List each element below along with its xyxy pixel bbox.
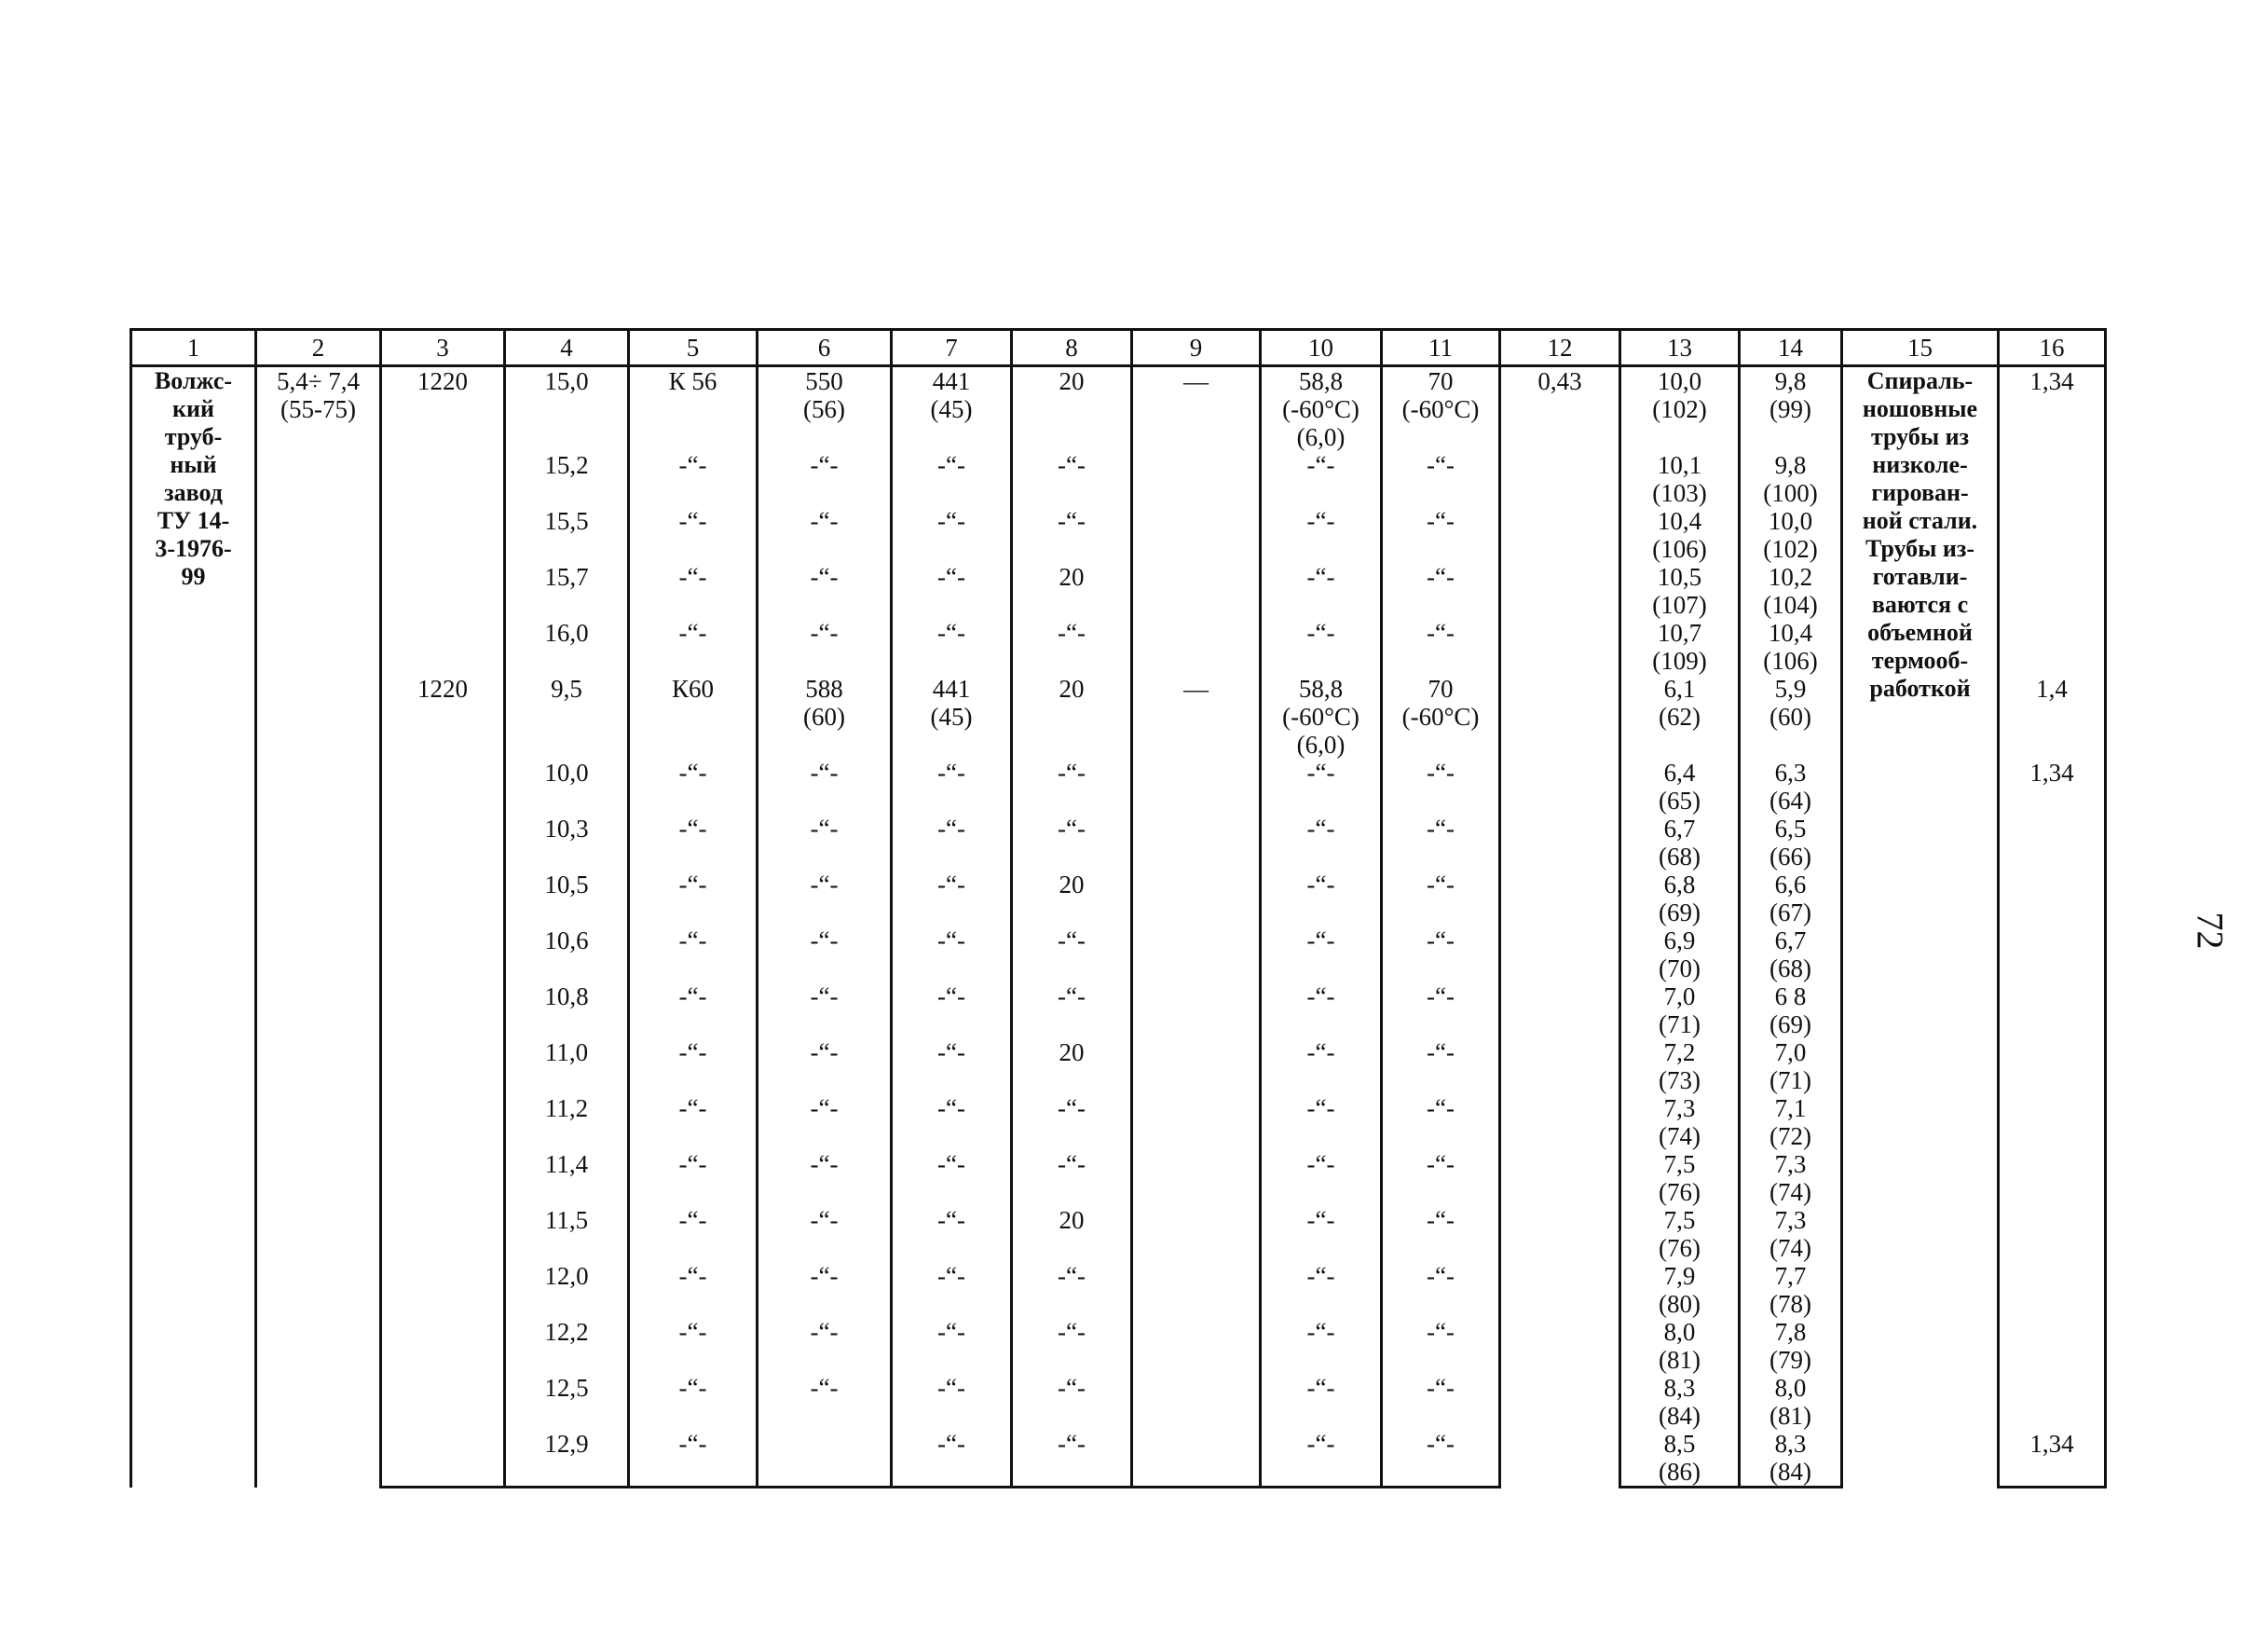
table-cell-c3 [381,1262,505,1318]
table-row [131,871,2106,926]
table-cell-c13: 10,5 (107) [1620,563,1740,619]
table-row [131,1038,2106,1094]
table-cell-c16 [1999,451,2106,507]
table-cell-c14: 9,8 (99) [1740,366,1842,452]
table-cell-c13: 7,2 (73) [1620,1038,1740,1094]
table-cell-c16 [1999,1374,2106,1430]
table-cell-c4: 15,5 [505,507,629,563]
table-cell-c5: К 56 [629,366,758,452]
table-cell-c3 [381,1206,505,1262]
table-row [131,675,2106,759]
column-header: 8 [1012,330,1132,366]
table-cell-c7: 441 (45) [892,675,1012,759]
table-row [131,759,2106,815]
table-cell-c4: 12,9 [505,1430,629,1488]
table-row [131,1094,2106,1150]
table-cell-c8: -“- [1012,926,1132,982]
table-cell-c3 [381,619,505,675]
table-cell-c8: -“- [1012,1318,1132,1374]
table-cell-c8: 20 [1012,366,1132,452]
table-cell-c7: -“- [892,926,1012,982]
column-header: 15 [1842,330,1999,366]
table-cell-c2: 5,4÷ 7,4 (55-75) [256,366,381,1488]
table-cell-c8: 20 [1012,675,1132,759]
table-cell-c3 [381,815,505,871]
table-cell-c7: -“- [892,563,1012,619]
table-cell-c4: 10,3 [505,815,629,871]
table-cell-c14: 7,1 (72) [1740,1094,1842,1150]
table-cell-c13: 8,0 (81) [1620,1318,1740,1374]
table-cell-c10: -“- [1261,871,1382,926]
table-cell-c5: К60 [629,675,758,759]
table-cell-c14: 7,3 (74) [1740,1206,1842,1262]
table-cell-c11: 70 (-60°С) [1382,366,1500,452]
table-cell-c10: -“- [1261,815,1382,871]
table-row [131,507,2106,563]
table-cell-c7: -“- [892,619,1012,675]
table-cell-c11: -“- [1382,1150,1500,1206]
table-cell-c16 [1999,1038,2106,1094]
column-header: 11 [1382,330,1500,366]
table-cell-c3 [381,1038,505,1094]
table-cell-c8: -“- [1012,759,1132,815]
table-cell-c9 [1132,759,1261,815]
table-cell-c11: -“- [1382,1094,1500,1150]
table-cell-c14: 6,3 (64) [1740,759,1842,815]
column-header: 12 [1500,330,1620,366]
table-cell-c16 [1999,1094,2106,1150]
table-cell-c8: -“- [1012,1150,1132,1206]
table-cell-c4: 12,2 [505,1318,629,1374]
table-cell-c3 [381,1318,505,1374]
table-cell-c6: -“- [758,1374,892,1430]
table-cell-c6: -“- [758,563,892,619]
table-cell-c13: 10,4 (106) [1620,507,1740,563]
table-cell-c8: 20 [1012,1038,1132,1094]
table-cell-c14: 10,4 (106) [1740,619,1842,675]
table-cell-c14: 6 8 (69) [1740,982,1842,1038]
column-header: 4 [505,330,629,366]
table-cell-c14: 7,8 (79) [1740,1318,1842,1374]
table-cell-c8: -“- [1012,1094,1132,1150]
table-cell-c6: -“- [758,759,892,815]
table-cell-c13: 8,5 (86) [1620,1430,1740,1488]
table-cell-c5: -“- [629,1038,758,1094]
table-cell-c16 [1999,926,2106,982]
table-cell-c4: 11,0 [505,1038,629,1094]
table-cell-c11: -“- [1382,1318,1500,1374]
table-cell-c8: -“- [1012,1430,1132,1488]
table-cell-c16 [1999,982,2106,1038]
column-header: 13 [1620,330,1740,366]
table-cell-c6: -“- [758,982,892,1038]
table-cell-c14: 10,2 (104) [1740,563,1842,619]
table-cell-c11: -“- [1382,1374,1500,1430]
table-cell-c9 [1132,563,1261,619]
table-cell-c3 [381,982,505,1038]
table-cell-c5: -“- [629,1318,758,1374]
table-cell-c9 [1132,815,1261,871]
table-cell-c14: 6,7 (68) [1740,926,1842,982]
table-cell-c13: 6,9 (70) [1620,926,1740,982]
table-cell-c16 [1999,815,2106,871]
table-cell-c16 [1999,1150,2106,1206]
table-cell-c9 [1132,1206,1261,1262]
table-cell-c16 [1999,1318,2106,1374]
table-cell-c5: -“- [629,815,758,871]
table-row [131,1374,2106,1430]
table-cell-c11: -“- [1382,619,1500,675]
table-cell-c5: -“- [629,563,758,619]
table-cell-c8: 20 [1012,563,1132,619]
table-row [131,1206,2106,1262]
table-row [131,926,2106,982]
table-row [131,815,2106,871]
table-cell-c5: -“- [629,1262,758,1318]
table-cell-c5: -“- [629,982,758,1038]
table-cell-c14: 9,8 (100) [1740,451,1842,507]
table-cell-c13: 7,3 (74) [1620,1094,1740,1150]
table-cell-c10: -“- [1261,982,1382,1038]
table-cell-c16: 1,34 [1999,1430,2106,1488]
table-cell-c10: 58,8 (-60°С) (6,0) [1261,675,1382,759]
table-cell-c13: 6,4 (65) [1620,759,1740,815]
table-cell-c13: 10,7 (109) [1620,619,1740,675]
table-cell-c15: Спираль- ношовные трубы из низколе- гирован- ной стали. Трубы из- готавли- ваются с объемной термооб- работкой [1842,366,1999,1488]
table-cell-c6: -“- [758,815,892,871]
table-cell-c9 [1132,507,1261,563]
table-cell-c10: -“- [1261,563,1382,619]
table-cell-c9 [1132,926,1261,982]
column-header: 16 [1999,330,2106,366]
table-cell-c6: -“- [758,1318,892,1374]
table-cell-c14: 6,5 (66) [1740,815,1842,871]
table-cell-c11: -“- [1382,451,1500,507]
table-cell-c5: -“- [629,759,758,815]
table-cell-c16: 1,4 [1999,675,2106,759]
table-cell-c11: -“- [1382,1038,1500,1094]
table-cell-c5: -“- [629,619,758,675]
table-cell-c4: 15,0 [505,366,629,452]
table-cell-c7: -“- [892,759,1012,815]
table-cell-c8: -“- [1012,507,1132,563]
table-cell-c8: -“- [1012,1262,1132,1318]
table-cell-c11: -“- [1382,815,1500,871]
column-header: 6 [758,330,892,366]
table-cell-c11: -“- [1382,563,1500,619]
table-cell-c9 [1132,1318,1261,1374]
table-cell-c4: 15,7 [505,563,629,619]
table-cell-c3 [381,871,505,926]
table-cell-c3: 1220 [381,675,505,759]
table-cell-c8: -“- [1012,1374,1132,1430]
table-cell-c13: 7,9 (80) [1620,1262,1740,1318]
table-cell-c4: 11,2 [505,1094,629,1150]
table-cell-c10: -“- [1261,1262,1382,1318]
table-cell-c6: -“- [758,871,892,926]
table-cell-c13: 7,5 (76) [1620,1150,1740,1206]
table-cell-c13: 7,5 (76) [1620,1206,1740,1262]
table-cell-c13: 7,0 (71) [1620,982,1740,1038]
table-cell-c3 [381,1094,505,1150]
table-cell-c10: -“- [1261,759,1382,815]
table-cell-c9 [1132,871,1261,926]
table-cell-c5: -“- [629,1430,758,1488]
table-cell-c10: -“- [1261,1150,1382,1206]
table-cell-c3 [381,759,505,815]
table-cell-c5: -“- [629,1374,758,1430]
table-cell-c13: 10,1 (103) [1620,451,1740,507]
column-header: 10 [1261,330,1382,366]
table-cell-c11: -“- [1382,1430,1500,1488]
table-cell-c4: 10,5 [505,871,629,926]
table-cell-c9 [1132,1374,1261,1430]
table-cell-c10: -“- [1261,1374,1382,1430]
table-row [131,563,2106,619]
table-cell-c9 [1132,619,1261,675]
table-cell-c14: 7,0 (71) [1740,1038,1842,1094]
table-cell-c11: -“- [1382,871,1500,926]
table-cell-c9: — [1132,366,1261,452]
column-header: 2 [256,330,381,366]
column-header: 7 [892,330,1012,366]
table-cell-c12: 0,43 [1500,366,1620,1488]
table-cell-c16: 1,34 [1999,759,2106,815]
table-cell-c7: -“- [892,451,1012,507]
table-cell-c8: -“- [1012,451,1132,507]
table-cell-c13: 6,7 (68) [1620,815,1740,871]
table-cell-c3: 1220 [381,366,505,452]
table-cell-c7: -“- [892,1318,1012,1374]
table-cell-c10: -“- [1261,619,1382,675]
header-row [131,330,2106,366]
table-cell-c5: -“- [629,1150,758,1206]
table-row [131,1262,2106,1318]
table-cell-c7: 441 (45) [892,366,1012,452]
table-cell-c13: 10,0 (102) [1620,366,1740,452]
table-cell-c16 [1999,1206,2106,1262]
column-header: 14 [1740,330,1842,366]
table-cell-c6: 588 (60) [758,675,892,759]
table-cell-c5: -“- [629,507,758,563]
table-cell-c7: -“- [892,507,1012,563]
table-cell-c9 [1132,1262,1261,1318]
table-cell-c16 [1999,507,2106,563]
table-cell-c1: Волжс- кий труб- ный завод ТУ 14- 3-1976- 99 [131,366,256,1488]
table-cell-c6: -“- [758,1262,892,1318]
table-cell-c6: -“- [758,507,892,563]
table-cell-c9 [1132,982,1261,1038]
table-cell-c10: -“- [1261,1038,1382,1094]
table-cell-c14: 8,3 (84) [1740,1430,1842,1488]
table-cell-c9 [1132,1430,1261,1488]
table-cell-c4: 11,5 [505,1206,629,1262]
table-cell-c14: 6,6 (67) [1740,871,1842,926]
table-cell-c7: -“- [892,1038,1012,1094]
table-cell-c11: -“- [1382,759,1500,815]
table-cell-c8: -“- [1012,619,1132,675]
table-cell-c16 [1999,619,2106,675]
table-cell-c4: 15,2 [505,451,629,507]
table-cell-c10: -“- [1261,1430,1382,1488]
table-cell-c4: 11,4 [505,1150,629,1206]
table-cell-c7: -“- [892,982,1012,1038]
table-cell-c3 [381,451,505,507]
table-cell-c4: 10,6 [505,926,629,982]
table-cell-c11: -“- [1382,1206,1500,1262]
table-cell-c13: 6,1 (62) [1620,675,1740,759]
table-cell-c10: -“- [1261,1206,1382,1262]
table-cell-c13: 6,8 (69) [1620,871,1740,926]
table-cell-c16 [1999,871,2106,926]
column-header: 9 [1132,330,1261,366]
table-cell-c10: -“- [1261,507,1382,563]
table-cell-c14: 10,0 (102) [1740,507,1842,563]
column-header: 1 [131,330,256,366]
table-cell-c4: 10,8 [505,982,629,1038]
table-cell-c16: 1,34 [1999,366,2106,452]
table-cell-c6: -“- [758,1094,892,1150]
table-row [131,1150,2106,1206]
table-cell-c7: -“- [892,1150,1012,1206]
table-cell-c14: 7,3 (74) [1740,1150,1842,1206]
table-cell-c11: -“- [1382,507,1500,563]
table-cell-c8: 20 [1012,871,1132,926]
table-cell-c4: 12,0 [505,1262,629,1318]
pipe-spec-table [130,328,2107,1488]
table-cell-c7: -“- [892,1094,1012,1150]
table-cell-c9 [1132,1150,1261,1206]
column-header: 3 [381,330,505,366]
table-row [131,1318,2106,1374]
table-row [131,1430,2106,1488]
table-cell-c5: -“- [629,451,758,507]
table-row [131,366,2106,452]
table-cell-c4: 9,5 [505,675,629,759]
table-cell-c6: -“- [758,1206,892,1262]
table-cell-c3 [381,507,505,563]
table-cell-c5: -“- [629,871,758,926]
table-cell-c3 [381,1430,505,1488]
table-cell-c6: -“- [758,1038,892,1094]
table-cell-c5: -“- [629,926,758,982]
table-cell-c7: -“- [892,1374,1012,1430]
table-cell-c16 [1999,563,2106,619]
table-cell-c7: -“- [892,1206,1012,1262]
table-cell-c8: -“- [1012,982,1132,1038]
table-cell-c9 [1132,451,1261,507]
table-cell-c7: -“- [892,815,1012,871]
table-cell-c6: -“- [758,926,892,982]
table-cell-c6: -“- [758,1150,892,1206]
table-cell-c11: 70 (-60°С) [1382,675,1500,759]
table-cell-c8: 20 [1012,1206,1132,1262]
table-cell-c3 [381,1150,505,1206]
table-row [131,982,2106,1038]
table-cell-c8: -“- [1012,815,1132,871]
table-cell-c5: -“- [629,1094,758,1150]
table-cell-c10: -“- [1261,1318,1382,1374]
table-cell-c7: -“- [892,1262,1012,1318]
table-cell-c4: 16,0 [505,619,629,675]
table-cell-c11: -“- [1382,926,1500,982]
table-cell-c6: 550 (56) [758,366,892,452]
table-cell-c3 [381,563,505,619]
table-cell-c5: -“- [629,1206,758,1262]
table-cell-c9: — [1132,675,1261,759]
column-header: 5 [629,330,758,366]
table-cell-c11: -“- [1382,1262,1500,1318]
table-body [131,366,2106,1488]
table-cell-c6: -“- [758,451,892,507]
table-cell-c14: 8,0 (81) [1740,1374,1842,1430]
page-number: 72 [2189,912,2232,950]
table-cell-c14: 5,9 (60) [1740,675,1842,759]
table-cell-c4: 10,0 [505,759,629,815]
table-cell-c9 [1132,1094,1261,1150]
table-cell-c13: 8,3 (84) [1620,1374,1740,1430]
table-cell-c7: -“- [892,1430,1012,1488]
table-cell-c4: 12,5 [505,1374,629,1430]
table-cell-c14: 7,7 (78) [1740,1262,1842,1318]
table-cell-c10: 58,8 (-60°С) (6,0) [1261,366,1382,452]
table-cell-c9 [1132,1038,1261,1094]
table-cell-c10: -“- [1261,1094,1382,1150]
table-row [131,451,2106,507]
table-cell-c7: -“- [892,871,1012,926]
table-cell-c3 [381,926,505,982]
table-cell-c6 [758,1430,892,1488]
table-row [131,619,2106,675]
table-cell-c6: -“- [758,619,892,675]
table-cell-c10: -“- [1261,926,1382,982]
table-cell-c3 [381,1374,505,1430]
table-cell-c16 [1999,1262,2106,1318]
table-cell-c10: -“- [1261,451,1382,507]
table-cell-c11: -“- [1382,982,1500,1038]
